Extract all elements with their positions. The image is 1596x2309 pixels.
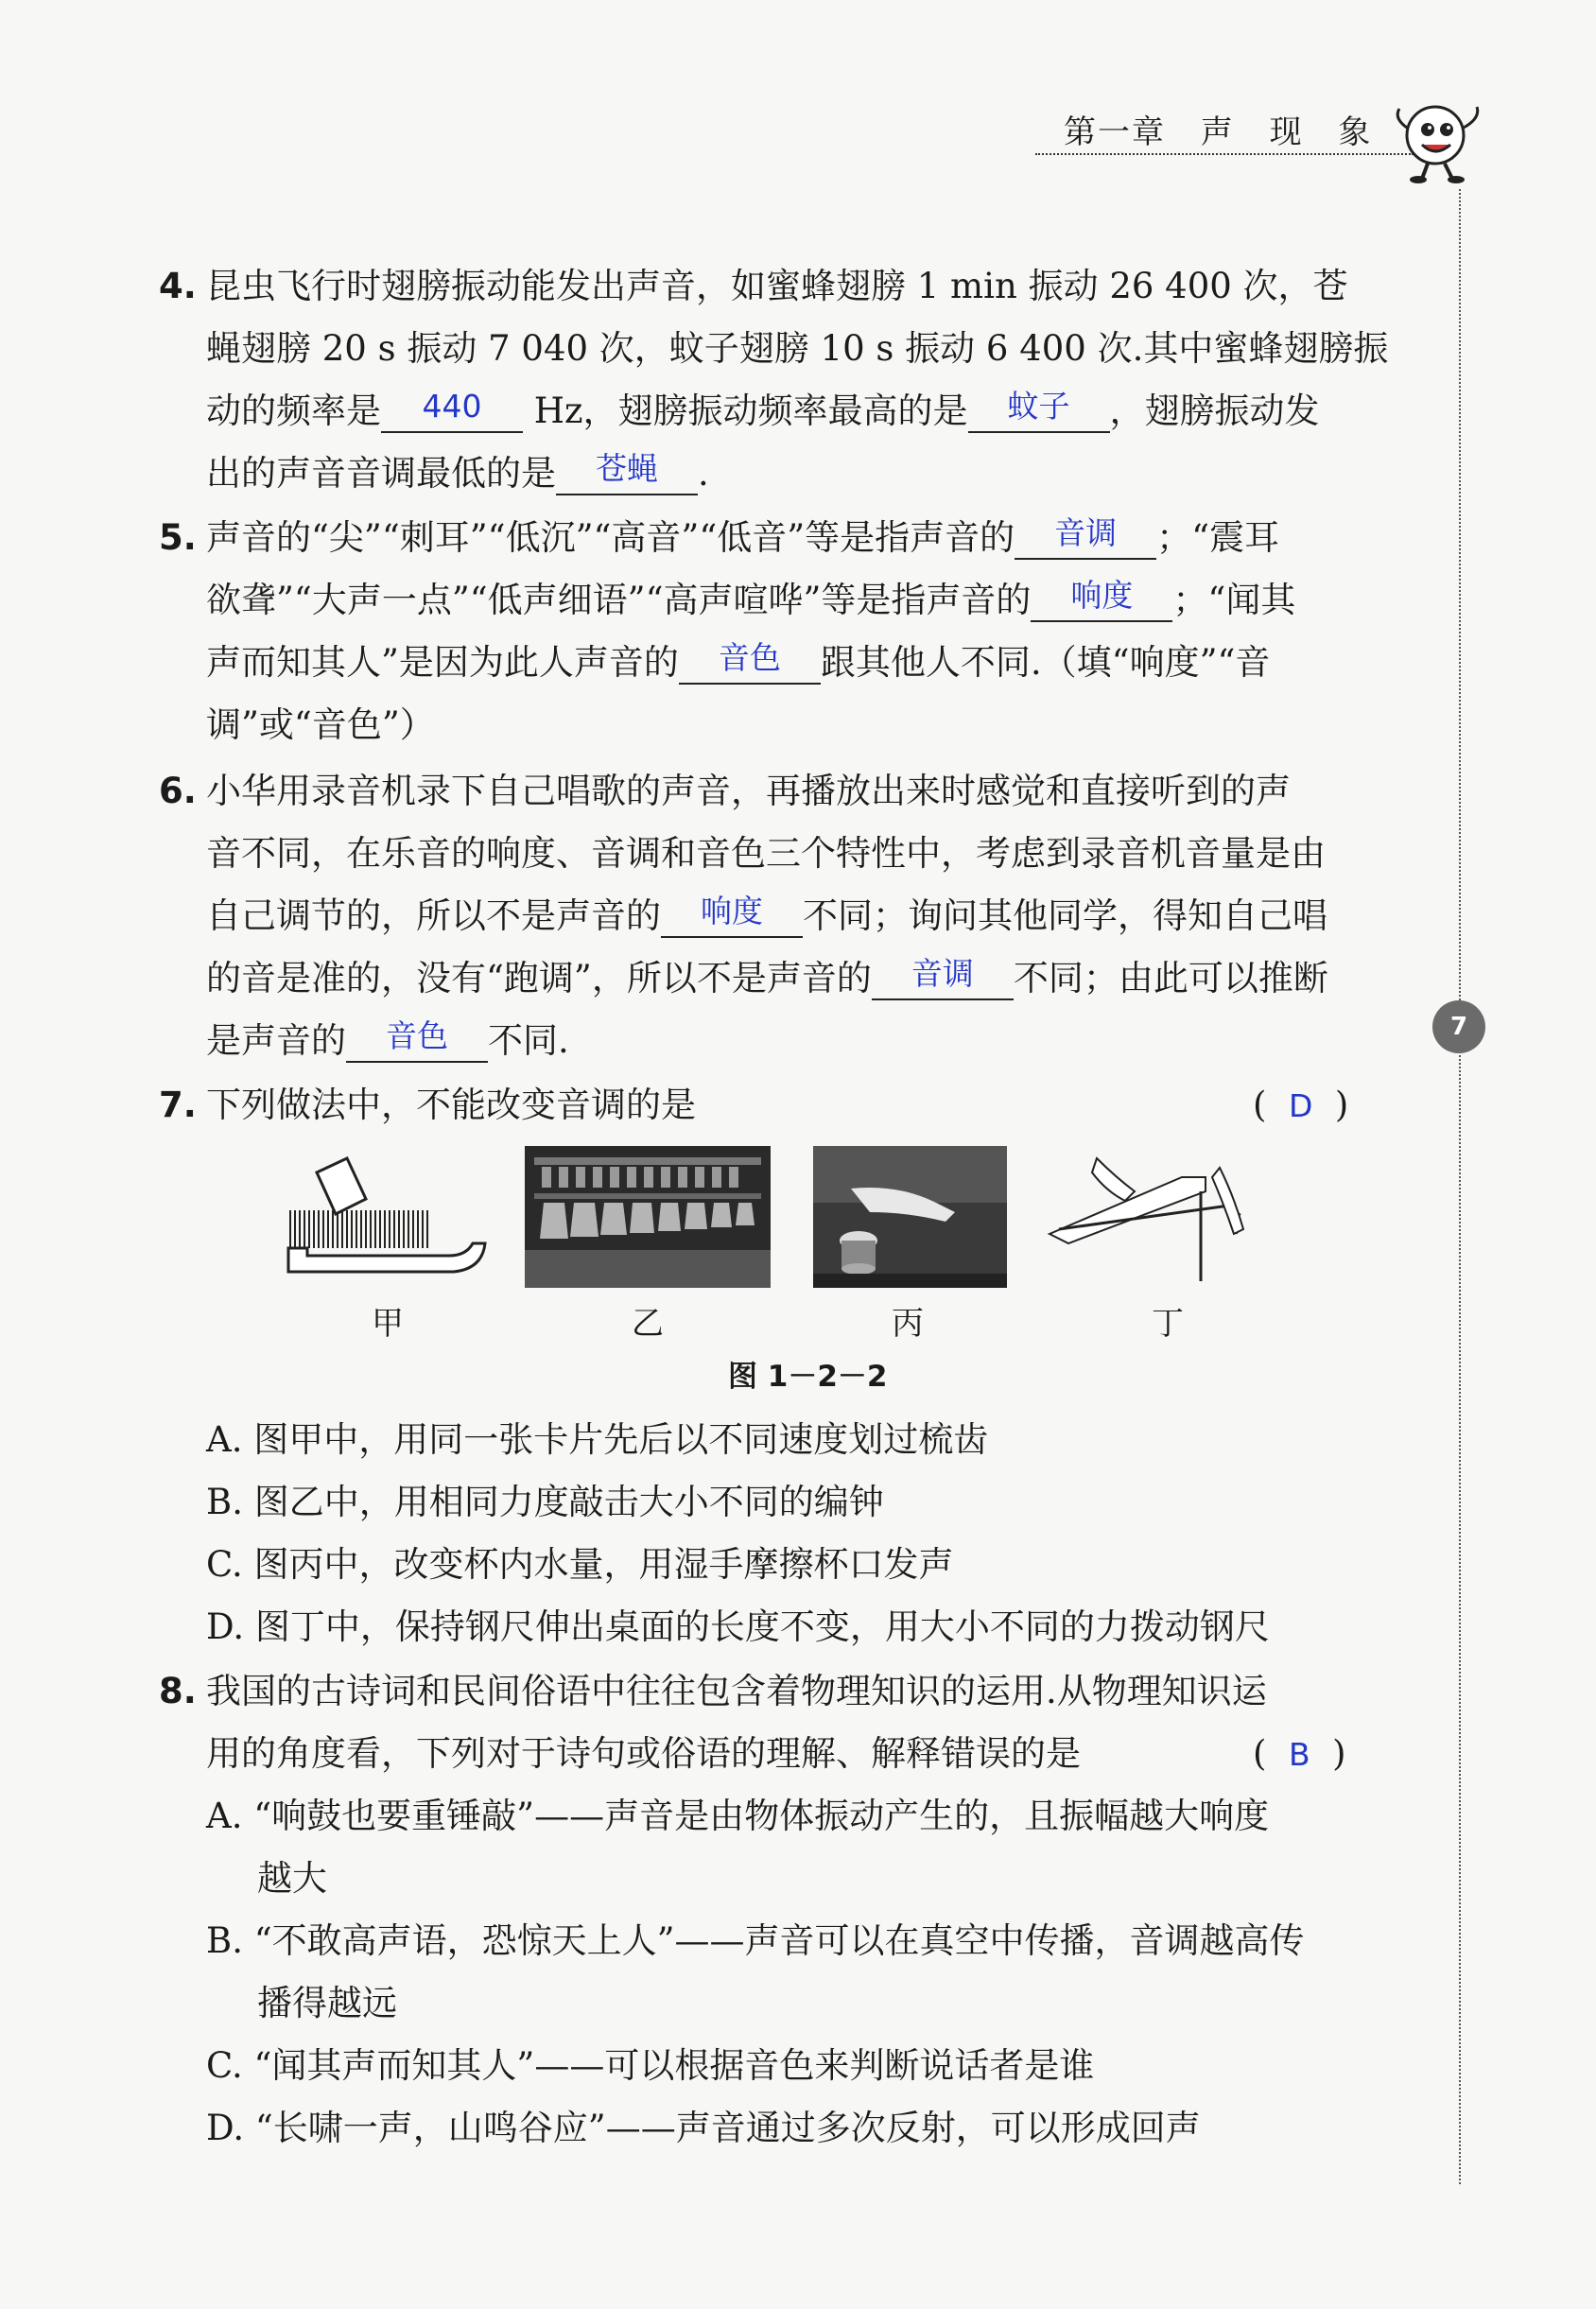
q8-line-1: 我国的古诗词和民间俗语中往往包含着物理知识的运用.从物理知识运	[206, 1671, 1267, 1711]
q4-line-4: 出的声音音调最低的是 苍蝇 .	[206, 450, 709, 494]
header-divider	[1035, 153, 1414, 155]
answer-blank[interactable]	[1031, 577, 1172, 622]
q8-line-2: 用的角度看，下列对于诗句或俗语的理解、解释错误的是	[206, 1733, 1081, 1774]
q7-option-a[interactable]: A. 图甲中，用同一张卡片先后以不同速度划过梳齿	[206, 1419, 989, 1460]
mascot-icon	[1390, 90, 1494, 184]
q8-option-a[interactable]: A. “响鼓也要重锤敲”——声音是由物体振动产生的，且振幅越大响度	[206, 1796, 1270, 1836]
q6-line-2: 音不同，在乐音的响度、音调和音色三个特性中，考虑到录音机音量是由	[206, 833, 1326, 874]
q6-line-4: 的音是准的，没有“跑调”，所以不是声音的 音调 不同；由此可以推断	[206, 955, 1328, 998]
handwritten-answer: 蚊子	[1007, 388, 1070, 425]
q7-answer-paren: ( D )	[1253, 1085, 1349, 1125]
q5-line-1: 声音的“尖”“刺耳”“低沉”“高音”“低音”等是指声音的 音调 ；“震耳	[206, 514, 1280, 558]
figure-caption: 图 1－2－2	[728, 1360, 888, 1394]
q8-option-b-cont: 播得越远	[257, 1983, 397, 2023]
q6-line-5: 是声音的 音色 不同.	[206, 1017, 569, 1061]
figure-label: 丁	[1152, 1305, 1184, 1343]
handwritten-answer: 音调	[911, 955, 974, 992]
q8-answer-paren: ( B )	[1253, 1733, 1346, 1774]
q6-line-1: 小华用录音机录下自己唱歌的声音，再播放出来时感觉和直接听到的声	[206, 771, 1291, 811]
page-number-badge: 7	[1432, 1000, 1485, 1053]
glass-photo	[813, 1146, 1007, 1288]
choice-answer: D	[1288, 1087, 1313, 1124]
q4-line-1: 昆虫飞行时翅膀振动能发出声音，如蜜蜂翅膀 1 min 振动 26 400 次，苍	[206, 266, 1348, 306]
handwritten-answer: 响度	[701, 893, 763, 929]
q8-option-b[interactable]: B. “不敢高声语，恐惊天上人”——声音可以在真空中传播，音调越高传	[206, 1920, 1305, 1961]
bells-photo	[525, 1146, 771, 1288]
q7-option-c[interactable]: C. 图丙中，改变杯内水量，用湿手摩擦杯口发声	[206, 1544, 954, 1585]
handwritten-answer: 音色	[386, 1017, 448, 1054]
question-number: 6.	[159, 771, 197, 811]
question-number: 7.	[159, 1085, 197, 1125]
q6-line-3: 自己调节的，所以不是声音的 响度 不同；询问其他同学，得知自己唱	[206, 893, 1327, 936]
figure-label: 甲	[372, 1305, 404, 1343]
handwritten-answer: 苍蝇	[596, 450, 658, 487]
figure-label: 丙	[892, 1305, 924, 1343]
q4-line-3: 动的频率是 440 Hz，翅膀振动频率最高的是 蚊子 ，翅膀振动发	[206, 388, 1320, 431]
q8-option-a-cont: 越大	[257, 1858, 327, 1899]
handwritten-answer: 响度	[1070, 577, 1134, 614]
answer-blank[interactable]	[381, 388, 523, 433]
q4-line-2: 蝇翅膀 20 s 振动 7 040 次，蚊子翅膀 10 s 振动 6 400 次.其中蜜蜂翅膀振	[206, 328, 1389, 369]
handwritten-answer: 440	[422, 388, 482, 425]
q7-option-d[interactable]: D. 图丁中，保持钢尺伸出桌面的长度不变，用大小不同的力拨动钢尺	[206, 1606, 1270, 1647]
answer-blank[interactable]	[968, 388, 1110, 433]
q5-line-2: 欲聋”“大声一点”“低声细语”“高声喧哗”等是指声音的 响度 ；“闻其	[206, 577, 1296, 620]
answer-blank[interactable]	[679, 639, 821, 685]
q7-stem: 下列做法中，不能改变音调的是	[206, 1085, 696, 1125]
margin-dotted-rule	[1459, 189, 1461, 2184]
q8-option-d[interactable]: D. “长啸一声，山鸣谷应”——声音通过多次反射，可以形成回声	[206, 2108, 1201, 2148]
handwritten-answer: 音色	[718, 639, 781, 676]
answer-blank[interactable]	[346, 1017, 488, 1063]
choice-answer: B	[1288, 1736, 1310, 1773]
comb-figure	[279, 1154, 492, 1276]
figure-label: 乙	[632, 1305, 664, 1343]
question-number: 5.	[159, 517, 197, 558]
q8-option-c[interactable]: C. “闻其声而知其人”——可以根据音色来判断说话者是谁	[206, 2045, 1095, 2086]
question-number: 4.	[159, 266, 197, 306]
handwritten-answer: 音调	[1054, 514, 1118, 551]
q5-line-4: 调”或“音色”）	[206, 704, 435, 745]
answer-blank[interactable]	[1015, 514, 1156, 560]
answer-blank[interactable]	[556, 450, 698, 495]
q7-option-b[interactable]: B. 图乙中，用相同力度敲击大小不同的编钟	[206, 1482, 884, 1522]
ruler-desk-figure	[1040, 1139, 1258, 1291]
chapter-title: 第一章 声 现 象	[1064, 113, 1373, 151]
answer-blank[interactable]	[661, 893, 803, 938]
answer-blank[interactable]	[872, 955, 1014, 1000]
q5-line-3: 声而知其人”是因为此人声音的 音色 跟其他人不同.（填“响度”“音	[206, 639, 1271, 683]
question-number: 8.	[159, 1671, 197, 1711]
